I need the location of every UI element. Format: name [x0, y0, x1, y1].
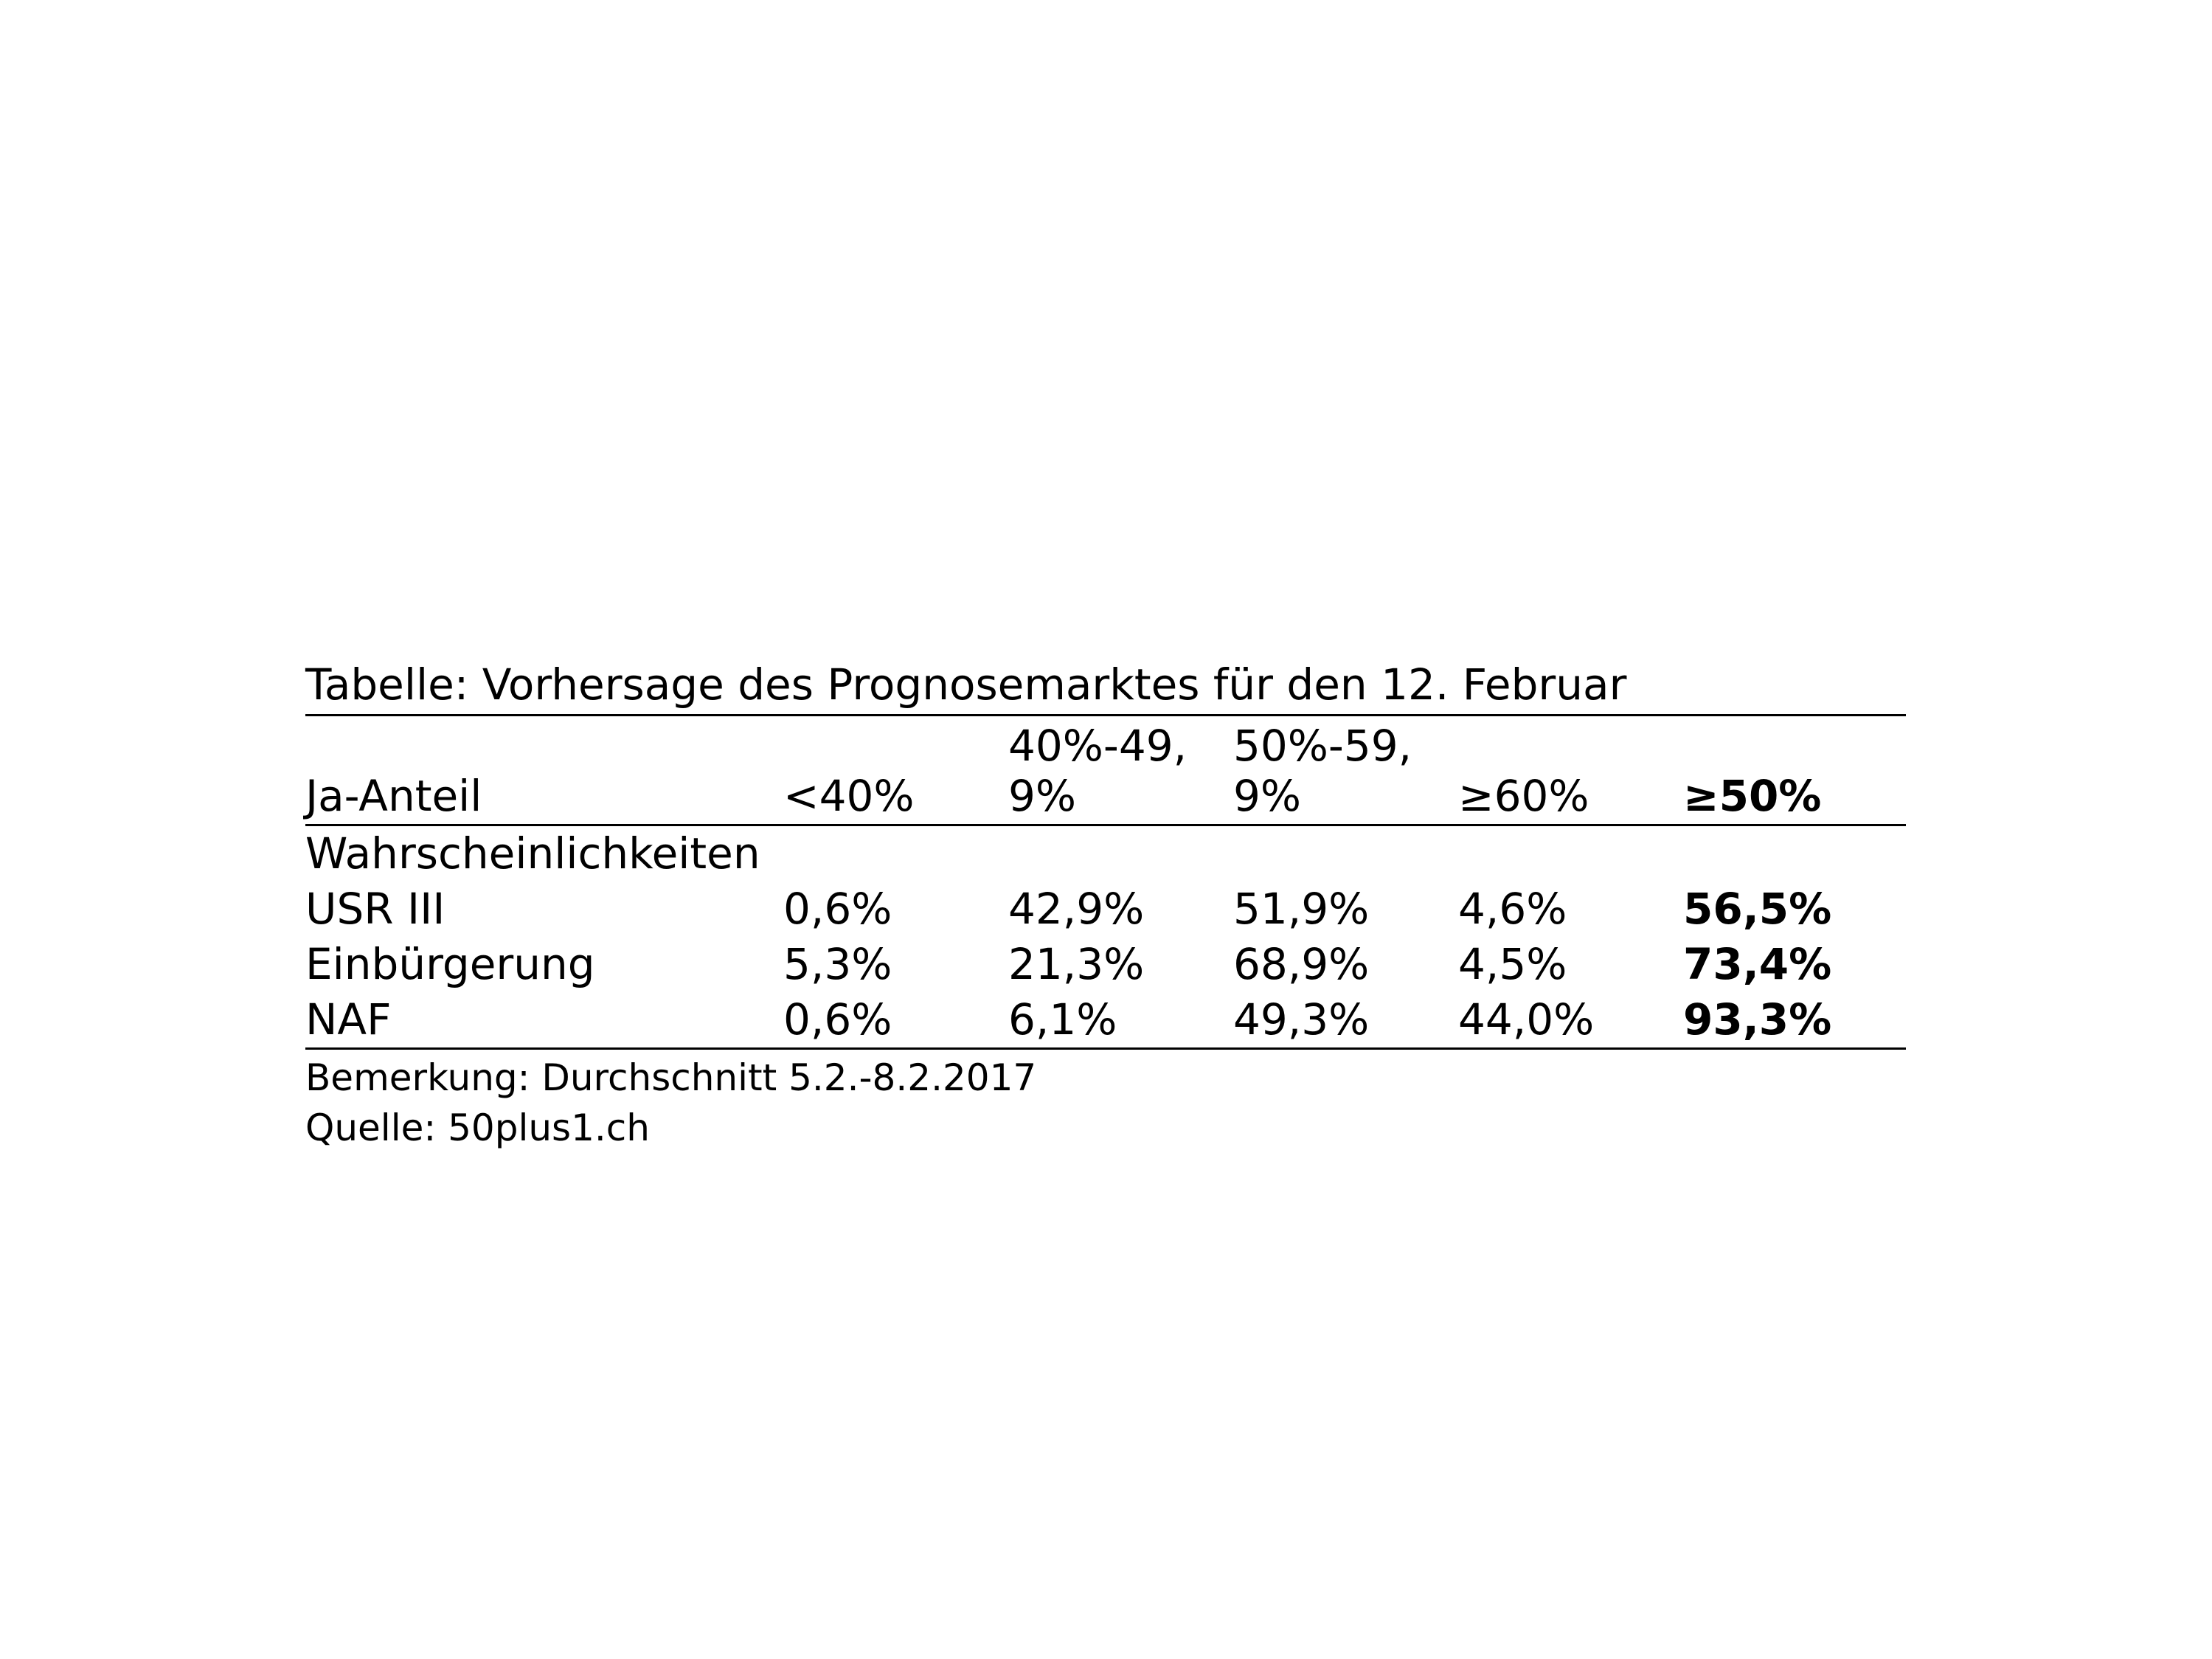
cell-value: 42,9%	[1008, 884, 1145, 934]
document	[305, 655, 1906, 1153]
section-row	[305, 825, 1906, 882]
cell-value: 6,1%	[1008, 992, 1233, 1049]
cell-value: 0,6%	[783, 992, 1008, 1049]
forecast-table	[305, 716, 1906, 1050]
row-label: NAF	[305, 992, 783, 1049]
section-label: Wahrscheinlichkeiten	[305, 828, 760, 879]
header-col-lt40: <40%	[783, 716, 1008, 825]
cell-value: 21,3%	[1008, 939, 1145, 989]
header-label: Ja-Anteil	[305, 716, 783, 825]
cell-value-total: 73,4%	[1683, 939, 1832, 989]
header-col-ge50: ≥50%	[1683, 716, 1906, 825]
table-row	[305, 992, 1906, 1049]
cell-value: 4,5%	[1458, 939, 1567, 989]
header-row	[305, 716, 1906, 825]
cell-value: 5,3%	[783, 939, 892, 989]
table-notes	[305, 1053, 1906, 1153]
cell-value: 68,9%	[1233, 939, 1370, 989]
cell-value: 51,9%	[1233, 884, 1370, 934]
table-row	[305, 937, 1906, 992]
cell-value-total: 93,3%	[1683, 992, 1906, 1049]
table-title: Tabelle: Vorhersage des Prognosemarktes für den 12. Februar	[305, 655, 1906, 716]
row-label: Einbürgerung	[305, 939, 595, 989]
remark-note: Bemerkung: Durchschnitt 5.2.-8.2.2017	[305, 1056, 1037, 1099]
cell-value: 44,0%	[1458, 992, 1683, 1049]
cell-value: 4,6%	[1458, 884, 1567, 934]
header-col-ge60: ≥60%	[1458, 716, 1683, 825]
row-label: USR III	[305, 884, 445, 934]
cell-value-total: 56,5%	[1683, 884, 1832, 934]
cell-value: 49,3%	[1233, 992, 1458, 1049]
table-row	[305, 882, 1906, 937]
header-col-40-49: 40%-49, 9%	[1008, 716, 1233, 825]
cell-value: 0,6%	[783, 884, 892, 934]
source-note: Quelle: 50plus1.ch	[305, 1106, 650, 1149]
header-col-50-59: 50%-59, 9%	[1233, 716, 1458, 825]
